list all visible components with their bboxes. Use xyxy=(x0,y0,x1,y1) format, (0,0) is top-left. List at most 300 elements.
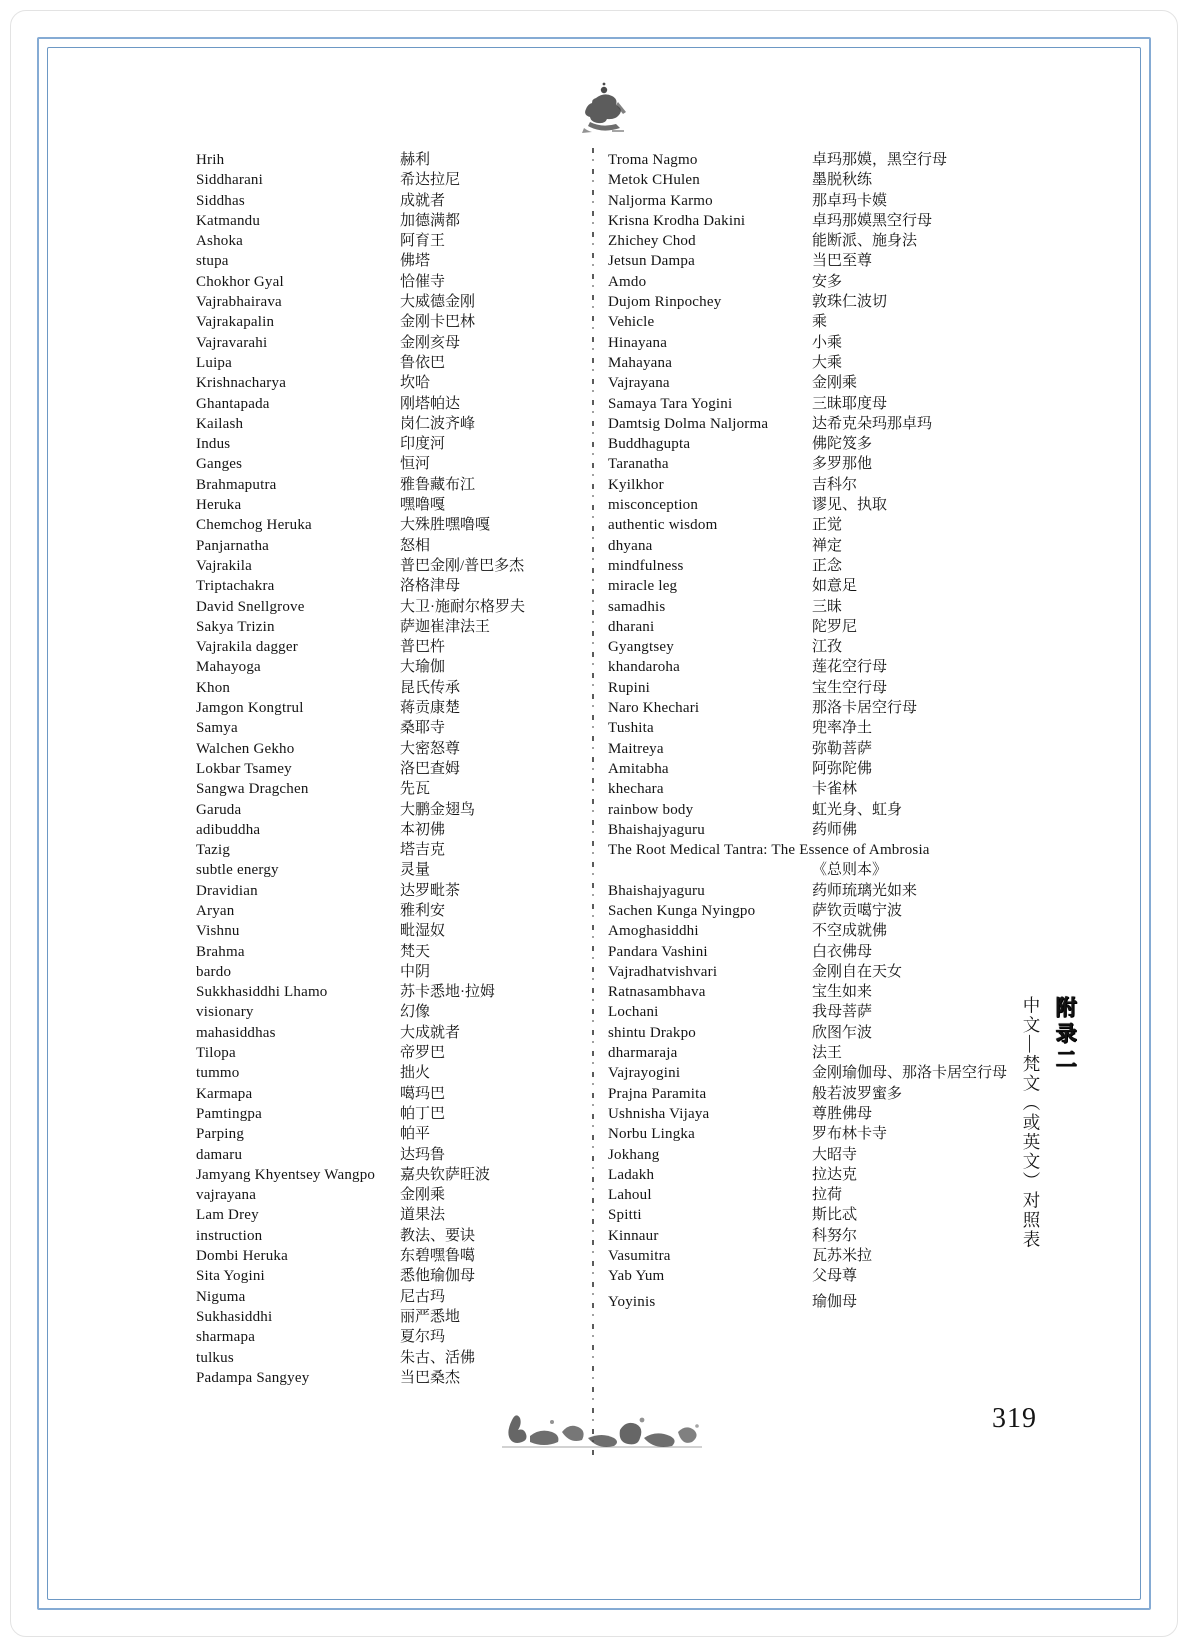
term-text: Krishnacharya xyxy=(196,375,287,392)
glossary-row xyxy=(608,1185,1040,1205)
term-text: Troma Nagmo xyxy=(608,152,698,168)
term-text: Jamyang Khyentsey Wangpo xyxy=(196,1166,376,1183)
glossary-row xyxy=(608,637,1040,657)
glossary-row xyxy=(608,292,1040,312)
appendix-label: 附录二 xyxy=(1053,996,1077,1074)
glossary-row xyxy=(196,759,594,779)
glossary-row xyxy=(608,617,1040,637)
glossary-row xyxy=(196,576,594,596)
term-text: Tilopa xyxy=(196,1045,236,1062)
term-text: Sukkhasiddhi Lhamo xyxy=(196,984,328,1001)
term-text: Aryan xyxy=(196,902,235,919)
translation-text: 兜率净土 xyxy=(812,720,873,737)
translation-text: 恰催寺 xyxy=(400,273,446,290)
translation-text: 尼古玛 xyxy=(400,1288,446,1305)
glossary-row xyxy=(608,1246,1040,1266)
translation-text: 印度河 xyxy=(400,436,446,453)
translation-text: 大殊胜嘿噜嘎 xyxy=(400,517,491,534)
translation-text: 虹光身、虹身 xyxy=(812,801,903,818)
term-text: Brahma xyxy=(196,943,245,960)
translation-text: 大瑜伽 xyxy=(400,659,446,676)
term-text: Kailash xyxy=(196,415,244,432)
term-text: Dravidian xyxy=(196,882,258,899)
translation-text: 大密怒尊 xyxy=(400,740,461,757)
term-text: Metok CHulen xyxy=(608,172,700,189)
translation-text: 嘉央钦萨旺波 xyxy=(400,1166,491,1183)
term-text: Sita Yogini xyxy=(196,1268,265,1285)
translation-text: 雅鲁藏布江 xyxy=(400,476,476,493)
term-text: Samaya Tara Yogini xyxy=(608,395,733,412)
glossary-row xyxy=(608,394,1040,414)
term-text: Lam Drey xyxy=(196,1207,259,1224)
glossary-row xyxy=(608,495,1040,515)
translation-text: 怒相 xyxy=(400,537,431,554)
term-text: Jokhang xyxy=(608,1146,660,1163)
term-text: Ganges xyxy=(196,456,243,473)
glossary-row xyxy=(608,779,1040,799)
glossary-row xyxy=(196,739,594,759)
term-text: Padampa Sangyey xyxy=(196,1369,310,1386)
translation-text: 卓玛那嫫，黑空行母 xyxy=(812,152,948,168)
glossary-row xyxy=(196,1145,594,1165)
glossary-row xyxy=(608,657,1040,677)
glossary-row xyxy=(196,1368,594,1388)
term-text: Ushnisha Vijaya xyxy=(608,1105,710,1122)
term-text: Vajrayana xyxy=(608,375,670,392)
term-text: khechara xyxy=(608,781,664,798)
term-text: samadhis xyxy=(608,598,666,615)
glossary-row xyxy=(608,333,1040,353)
glossary-row xyxy=(608,718,1040,738)
glossary-row xyxy=(196,231,594,251)
term-text: Niguma xyxy=(196,1288,246,1305)
translation-text: 昆氏传承 xyxy=(400,679,461,696)
term-text: bardo xyxy=(196,963,232,980)
term-text: Vajrakapalin xyxy=(196,314,275,331)
term-text: Naljorma Karmo xyxy=(608,192,713,209)
term-text: Ratnasambhava xyxy=(608,984,706,1001)
term-text: Chokhor Gyal xyxy=(196,273,284,290)
glossary-row xyxy=(196,698,594,718)
glossary-row xyxy=(196,1226,594,1246)
translation-text: 达玛鲁 xyxy=(400,1146,446,1163)
term-text: Vishnu xyxy=(196,923,240,940)
glossary-row xyxy=(196,1063,594,1083)
term-text: Pandara Vashini xyxy=(608,943,708,960)
translation-text: 鲁依巴 xyxy=(400,354,446,371)
translation-text: 般若波罗蜜多 xyxy=(812,1085,903,1102)
glossary-row xyxy=(196,1266,594,1286)
translation-text: 卓玛那嫫黑空行母 xyxy=(812,212,933,229)
term-text: instruction xyxy=(196,1227,263,1244)
glossary-row xyxy=(608,1002,1040,1022)
translation-text: 父母尊 xyxy=(812,1268,858,1285)
glossary-row xyxy=(196,1104,594,1124)
translation-text: 斯比忒 xyxy=(812,1207,858,1224)
glossary-row xyxy=(196,1246,594,1266)
term-text: Garuda xyxy=(196,801,242,818)
translation-text: 金刚瑜伽母、那洛卡居空行母 xyxy=(812,1065,1008,1082)
term-text: Bhaishajyaguru xyxy=(608,821,705,838)
translation-text: 宝生如来 xyxy=(812,984,873,1001)
translation-text: 谬见、执取 xyxy=(812,497,888,514)
glossary-row xyxy=(196,515,594,535)
translation-text: 三昧耶度母 xyxy=(812,395,888,412)
term-text: stupa xyxy=(196,253,229,270)
translation-text: 当巴桑杰 xyxy=(400,1369,461,1386)
glossary-row xyxy=(196,353,594,373)
glossary-row xyxy=(608,1084,1040,1104)
glossary-row xyxy=(608,1023,1040,1043)
term-text: tulkus xyxy=(196,1349,234,1366)
translation-text: 道果法 xyxy=(400,1207,446,1224)
translation-text: 萨迦崔津法王 xyxy=(400,618,491,635)
term-text: Vajrayogini xyxy=(608,1065,681,1082)
glossary-row xyxy=(608,901,1040,921)
translation-text: 大昭寺 xyxy=(812,1146,858,1163)
glossary-row xyxy=(608,434,1040,454)
margin-caption-vertical xyxy=(1014,996,1082,1250)
term-text: Indus xyxy=(196,436,231,453)
glossary-row xyxy=(608,698,1040,718)
translation-text: 帝罗巴 xyxy=(400,1045,446,1062)
term-text: Walchen Gekho xyxy=(196,740,295,757)
translation-text: 那卓玛卡嫫 xyxy=(812,192,888,209)
term-text: Triptachakra xyxy=(196,578,275,595)
glossary-row xyxy=(196,251,594,271)
page-number: 319 xyxy=(992,1403,1037,1434)
term-text: subtle energy xyxy=(196,862,279,879)
translation-text: 佛塔 xyxy=(400,253,431,270)
glossary-row xyxy=(196,556,594,576)
glossary-row xyxy=(608,414,1040,434)
glossary-row xyxy=(608,881,1040,901)
glossary-row xyxy=(608,1063,1040,1083)
glossary-row xyxy=(196,170,594,190)
translation-text: 安多 xyxy=(812,273,843,290)
glossary-row xyxy=(608,1145,1040,1165)
glossary-row xyxy=(196,495,594,515)
translation-text: 中阴 xyxy=(400,963,431,980)
glossary-row xyxy=(608,1124,1040,1144)
glossary-row xyxy=(196,394,594,414)
term-text: authentic wisdom xyxy=(608,517,718,534)
glossary-row xyxy=(196,150,594,170)
glossary-row xyxy=(196,1043,594,1063)
glossary-column-left xyxy=(196,150,594,1388)
glossary-row xyxy=(608,170,1040,190)
glossary-row xyxy=(196,536,594,556)
translation-text: 普巴金刚/普巴多杰 xyxy=(400,557,525,574)
translation-text: 梵天 xyxy=(400,943,431,960)
translation-text: 萨钦贡噶宁波 xyxy=(812,902,903,919)
term-text: Sakya Trizin xyxy=(196,618,275,635)
translation-text: 帕平 xyxy=(400,1126,431,1143)
translation-text: 洛巴查姆 xyxy=(400,760,461,777)
glossary-row xyxy=(196,840,594,860)
glossary-row xyxy=(196,779,594,799)
term-text: Zhichey Chod xyxy=(608,233,696,250)
term-text: Sangwa Dragchen xyxy=(196,781,309,798)
translation-text: 能断派、施身法 xyxy=(812,233,918,250)
term-text: shintu Drakpo xyxy=(608,1024,697,1041)
term-text: damaru xyxy=(196,1146,243,1163)
glossary-row xyxy=(196,921,594,941)
translation-text: 敦珠仁波切 xyxy=(812,294,888,311)
translation-text: 《总则本》 xyxy=(812,862,888,879)
translation-text: 希达拉尼 xyxy=(400,172,461,189)
term-text: Vasumitra xyxy=(608,1248,671,1265)
glossary-row xyxy=(196,942,594,962)
translation-text: 我母菩萨 xyxy=(812,1004,873,1021)
glossary-row xyxy=(196,800,594,820)
glossary-row xyxy=(608,231,1040,251)
term-text: Vajravarahi xyxy=(196,334,268,351)
term-text: Yoyinis xyxy=(608,1293,656,1310)
term-text: Norbu Lingka xyxy=(608,1126,695,1143)
glossary-row xyxy=(608,373,1040,393)
translation-text: 金刚乘 xyxy=(812,375,858,392)
translation-text: 苏卡悉地·拉姆 xyxy=(400,984,495,1001)
translation-text: 卡雀林 xyxy=(812,781,858,798)
translation-text: 三昧 xyxy=(812,598,843,615)
glossary-row xyxy=(608,921,1040,941)
term-text: Samya xyxy=(196,720,238,737)
translation-text: 法王 xyxy=(812,1045,843,1062)
glossary-row xyxy=(196,1084,594,1104)
translation-text: 弥勒菩萨 xyxy=(812,740,873,757)
term-text: Dujom Rinpochey xyxy=(608,294,722,311)
term-text: Pamtingpa xyxy=(196,1105,262,1122)
term-text: khandaroha xyxy=(608,659,680,676)
term-text: Krisna Krodha Dakini xyxy=(608,212,746,229)
term-text: Dombi Heruka xyxy=(196,1248,288,1265)
glossary-row xyxy=(608,475,1040,495)
glossary-row xyxy=(196,434,594,454)
glossary-row xyxy=(608,576,1040,596)
glossary-row xyxy=(196,211,594,231)
translation-text: 小乘 xyxy=(812,334,843,351)
translation-text: 宝生空行母 xyxy=(812,679,888,696)
glossary-row xyxy=(608,353,1040,373)
glossary-row xyxy=(196,1205,594,1225)
term-text: Lahoul xyxy=(608,1187,652,1204)
term-text: Ghantapada xyxy=(196,395,270,412)
translation-text: 乘 xyxy=(812,314,828,331)
translation-text: 坎哈 xyxy=(400,375,431,392)
translation-text: 桑耶寺 xyxy=(400,720,446,737)
term-text: Tazig xyxy=(196,842,231,859)
glossary-row xyxy=(196,272,594,292)
glossary-row xyxy=(608,1165,1040,1185)
term-text: Spitti xyxy=(608,1207,642,1224)
glossary-row xyxy=(196,1002,594,1022)
translation-text: 普巴杵 xyxy=(400,639,446,656)
term-text: Rupini xyxy=(608,679,651,696)
translation-text: 那洛卡居空行母 xyxy=(812,700,918,717)
term-text: Jetsun Dampa xyxy=(608,253,695,270)
ink-stamp-ornament-top xyxy=(560,78,632,140)
glossary-row xyxy=(608,597,1040,617)
glossary-row xyxy=(608,536,1040,556)
translation-text: 大威德金刚 xyxy=(400,294,476,311)
translation-text: 多罗那他 xyxy=(812,456,873,473)
term-text: Amdo xyxy=(608,273,647,290)
glossary-row xyxy=(196,1307,594,1327)
glossary-row xyxy=(608,251,1040,271)
glossary-row xyxy=(608,840,1040,881)
translation-text: 药师佛 xyxy=(812,821,858,838)
glossary-row xyxy=(196,475,594,495)
translation-text: 金刚亥母 xyxy=(400,334,461,351)
translation-text: 拉达克 xyxy=(812,1166,858,1183)
translation-text: 夏尔玛 xyxy=(400,1329,446,1346)
glossary-row xyxy=(608,759,1040,779)
translation-text: 朱古、活佛 xyxy=(400,1349,476,1366)
translation-text: 大鹏金翅鸟 xyxy=(400,801,476,818)
translation-text: 岗仁波齐峰 xyxy=(400,415,476,432)
glossary-row xyxy=(196,1348,594,1368)
glossary-row xyxy=(608,272,1040,292)
term-text: Vajrakila xyxy=(196,557,252,574)
translation-text: 吉科尔 xyxy=(812,476,858,493)
translation-text: 达希克朵玛那卓玛 xyxy=(812,415,933,432)
term-text: adibuddha xyxy=(196,821,261,838)
translation-text: 东碧嘿鲁噶 xyxy=(400,1248,476,1265)
term-text: Vajradhatvishvari xyxy=(608,963,718,980)
translation-text: 噶玛巴 xyxy=(400,1085,446,1102)
term-text: Maitreya xyxy=(608,740,664,757)
term-text: Katmandu xyxy=(196,212,261,229)
glossary-row xyxy=(196,414,594,434)
glossary-row xyxy=(608,454,1040,474)
glossary-row xyxy=(196,454,594,474)
term-text: Amitabha xyxy=(608,760,669,777)
term-text: misconception xyxy=(608,497,699,514)
term-text: Kyilkhor xyxy=(608,476,664,493)
translation-text: 罗布林卡寺 xyxy=(812,1126,888,1143)
glossary-row xyxy=(196,982,594,1002)
term-text: Sachen Kunga Nyingpo xyxy=(608,902,756,919)
glossary-row xyxy=(608,739,1040,759)
term-text: Vajrakila dagger xyxy=(196,639,298,656)
term-text: dharmaraja xyxy=(608,1045,678,1062)
term-text: rainbow body xyxy=(608,801,694,818)
translation-text: 江孜 xyxy=(812,639,843,656)
glossary-row xyxy=(196,881,594,901)
translation-text: 加德满都 xyxy=(400,212,461,229)
term-text: Mahayoga xyxy=(196,659,261,676)
term-text: Panjarnatha xyxy=(196,537,270,554)
glossary-row xyxy=(196,1287,594,1307)
translation-text: 蒋贡康楚 xyxy=(400,700,461,717)
glossary-row xyxy=(196,312,594,332)
glossary-row xyxy=(196,718,594,738)
term-text: Heruka xyxy=(196,497,242,514)
glossary-row xyxy=(608,312,1040,332)
term-text: Sukhasiddhi xyxy=(196,1308,273,1325)
translation-text: 悉他瑜伽母 xyxy=(400,1268,476,1285)
translation-text: 先瓦 xyxy=(400,781,431,798)
glossary-row xyxy=(608,1266,1040,1286)
translation-text: 墨脱秋练 xyxy=(812,172,873,189)
translation-text: 瑜伽母 xyxy=(812,1293,858,1310)
translation-text: 不空成就佛 xyxy=(812,923,888,940)
term-text: Vajrabhairava xyxy=(196,294,282,311)
column-divider-dashed-line xyxy=(592,148,594,1460)
appendix-title: 中文—梵文（或英文）对照表 xyxy=(1021,996,1041,1250)
term-text: Tushita xyxy=(608,720,654,737)
translation-text: 金刚乘 xyxy=(400,1187,446,1204)
term-text: Amoghasiddhi xyxy=(608,923,699,940)
translation-text: 尊胜佛母 xyxy=(812,1105,873,1122)
translation-text: 药师琉璃光如来 xyxy=(812,882,918,899)
term-text: dharani xyxy=(608,618,655,635)
glossary-column-right xyxy=(608,150,1040,1312)
term-text: visionary xyxy=(196,1004,254,1021)
translation-text: 本初佛 xyxy=(400,821,446,838)
glossary-row xyxy=(196,1327,594,1347)
term-text: Taranatha xyxy=(608,456,669,473)
glossary-row xyxy=(608,982,1040,1002)
translation-text: 莲花空行母 xyxy=(812,659,888,676)
term-text: tummo xyxy=(196,1065,240,1082)
term-text: mindfulness xyxy=(608,557,684,574)
glossary-row xyxy=(196,1165,594,1185)
translation-text: 嘿噜嘎 xyxy=(400,497,446,514)
translation-text: 丽严悉地 xyxy=(400,1308,461,1325)
translation-text: 欣图乍波 xyxy=(812,1024,873,1041)
glossary-row xyxy=(196,820,594,840)
translation-text: 达罗毗茶 xyxy=(400,882,461,899)
glossary-row xyxy=(196,191,594,211)
term-text: Siddharani xyxy=(196,172,263,189)
translation-text: 阿育王 xyxy=(400,233,446,250)
glossary-row xyxy=(608,556,1040,576)
translation-text: 洛格津母 xyxy=(400,578,461,595)
translation-text: 毗湿奴 xyxy=(400,923,446,940)
term-text: Brahmaputra xyxy=(196,476,277,493)
translation-text: 灵量 xyxy=(400,862,431,879)
translation-text: 如意足 xyxy=(812,578,858,595)
glossary-row xyxy=(608,820,1040,840)
translation-text: 教法、要诀 xyxy=(400,1227,476,1244)
glossary-row xyxy=(608,1226,1040,1246)
glossary-row xyxy=(196,678,594,698)
glossary-row xyxy=(608,1104,1040,1124)
translation-text: 帕丁巴 xyxy=(400,1105,446,1122)
glossary-row xyxy=(196,373,594,393)
term-text: mahasiddhas xyxy=(196,1024,276,1041)
term-text: Naro Khechari xyxy=(608,700,700,717)
term-text: Kinnaur xyxy=(608,1227,659,1244)
translation-text: 陀罗尼 xyxy=(812,618,858,635)
term-text: Khon xyxy=(196,679,231,696)
translation-text: 金刚卡巴林 xyxy=(400,314,476,331)
translation-text: 金刚自在天女 xyxy=(812,963,903,980)
translation-text: 拉荷 xyxy=(812,1187,843,1204)
term-text: Chemchog Heruka xyxy=(196,517,312,534)
translation-text: 塔吉克 xyxy=(400,842,446,859)
glossary-row xyxy=(196,597,594,617)
translation-text: 科努尔 xyxy=(812,1227,858,1244)
term-text: miracle leg xyxy=(608,578,678,595)
glossary-row xyxy=(196,617,594,637)
term-text: Yab Yum xyxy=(608,1268,665,1285)
term-text: Ashoka xyxy=(196,233,244,250)
term-text: Lochani xyxy=(608,1004,659,1021)
glossary-row xyxy=(196,637,594,657)
